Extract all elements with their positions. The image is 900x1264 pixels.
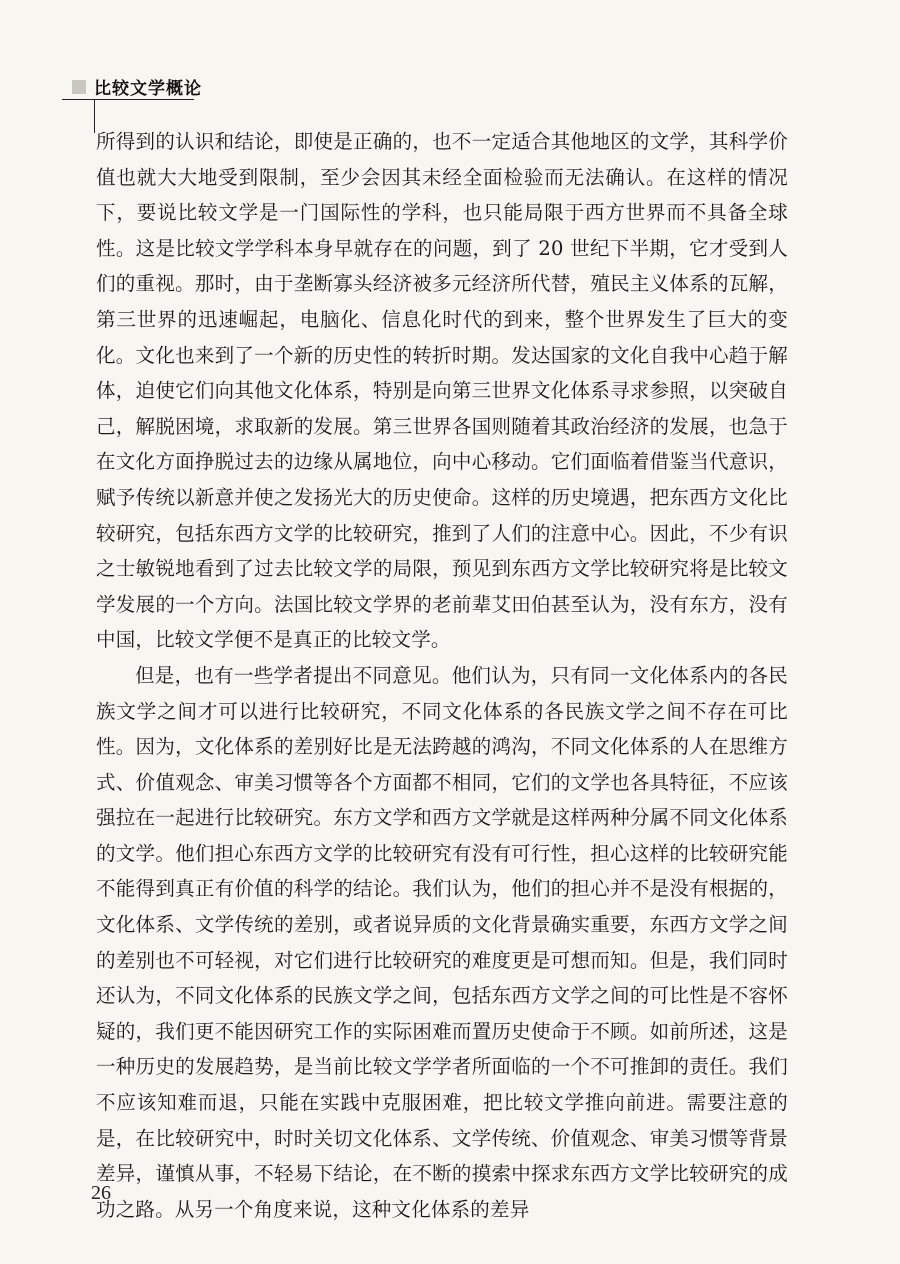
paragraph-continued: 所得到的认识和结论，即使是正确的，也不一定适合其他地区的文学，其科学价值也就大大地受到限制，至少会因其未经全面检验而无法确认。在这样的情况下，要说比较文学是一门国际性的学科，也只能局限于西方世界而不具备全球性。这是比较文学学科本身早就存在的问题，到了 20 世纪下半期，它才受到人们的重视。那时，由于垄断寡头经济被多元经济所代替，殖民主义体系的瓦解，第三世界的迅速崛起，电脑化、信息化时代的到来，整个世界发生了巨大的变化。文化也来到了一个新的历史性的转折时期。发达国家的文化自我中心趋于解体，迫使它们向其他文化体系，特别是向第三世界文化体系寻求参照，以突破自己，解脱困境，求取新的发展。第三世界各国则随着其政治经济的发展，也急于在文化方面挣脱过去的边缘从属地位，向中心移动。它们面临着借鉴当代意识，赋予传统以新意并使之发扬光大的历史使命。这样的历史境遇，把东西方文化比较研究，包括东西方文学的比较研究，推到了人们的注意中心。因此，不少有识之士敏锐地看到了过去比较文学的局限，预见到东西方文学比较研究将是比较文学发展的一个方向。法国比较文学界的老前辈艾田伯甚至认为，没有东方，没有中国，比较文学便不是真正的比较文学。: [96, 130, 788, 652]
header-vertical-rule: [94, 99, 95, 133]
running-header: [72, 74, 202, 99]
header-square-mark: [72, 80, 86, 94]
header-rule: [62, 99, 194, 100]
body-text: [96, 124, 788, 1227]
page-number: 26: [91, 1182, 111, 1204]
header-title: 比较文学概论: [94, 79, 202, 99]
paragraph: 但是，也有一些学者提出不同意见。他们认为，只有同一文化体系内的各民族文学之间才可以进行比较研究，不同文化体系的各民族文学之间不存在可比性。因为，文化体系的差别好比是无法跨越的鸿沟，不同文化体系的人在思维方式、价值观念、审美习惯等各个方面都不相同，它们的文学也各具特征，不应该强拉在一起进行比较研究。东方文学和西方文学就是这样两种分属不同文化体系的文学。他们担心东西方文学的比较研究有没有可行性，担心这样的比较研究能不能得到真正有价值的科学的结论。我们认为，他们的担心并不是没有根据的，文化体系、文学传统的差别，或者说异质的文化背景确实重要，东西方文学之间的差别也不可轻视，对它们进行比较研究的难度更是可想而知。但是，我们同时还认为，不同文化体系的民族文学之间，包括东西方文学之间的可比性是不容怀疑的，我们更不能因研究工作的实际困难而置历史使命于不顾。如前所述，这是一种历史的发展趋势，是当前比较文学学者所面临的一个不可推卸的责任。我们不应该知难而退，只能在实践中克服困难，把比较文学推向前进。需要注意的是，在比较研究中，时时关切文化体系、文学传统、价值观念、审美习惯等背景差异，谨慎从事，不轻易下结论，在不断的摸索中探求东西方文学比较研究的成功之路。从另一个角度来说，这种文化体系的差异: [96, 663, 788, 1221]
